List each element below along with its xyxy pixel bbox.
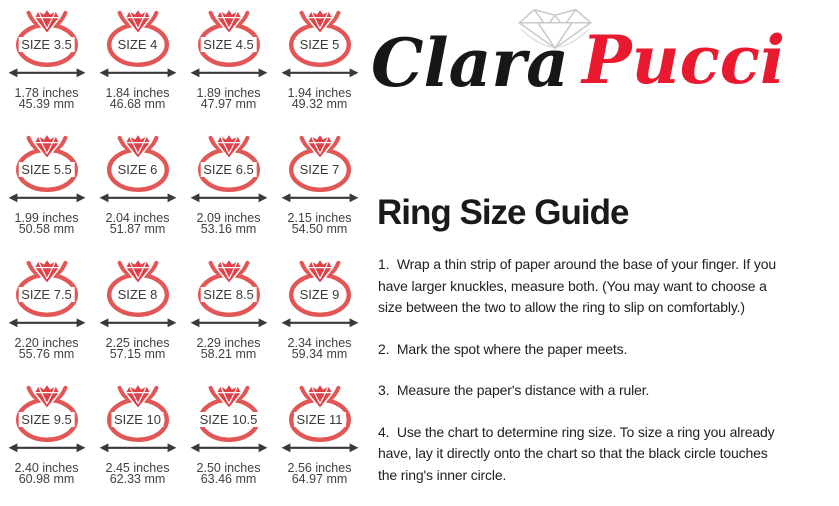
ring-size-cell <box>183 380 274 505</box>
ring-measurements <box>106 213 170 235</box>
circumference-mm: 59.34 mm <box>291 347 348 361</box>
ring-diagram <box>98 132 178 206</box>
ring-diagram <box>189 382 269 456</box>
ring-size-cell <box>92 380 183 505</box>
ring-size-label: SIZE 7 <box>297 162 343 177</box>
circumference-mm: 54.50 mm <box>291 222 348 236</box>
circumference-inches: 2.45 inches <box>105 461 170 475</box>
ring-size-chart <box>1 5 365 505</box>
circumference-mm: 62.33 mm <box>109 472 166 486</box>
ring-measurements <box>288 338 352 360</box>
ring-diagram <box>280 257 360 331</box>
circumference-inches: 2.25 inches <box>105 336 170 350</box>
ring-size-cell <box>274 130 365 255</box>
ring-size-label: SIZE 6.5 <box>200 162 257 177</box>
circumference-mm: 46.68 mm <box>109 97 166 111</box>
ring-size-label: SIZE 10 <box>111 412 164 427</box>
ring-measurements <box>15 338 79 360</box>
brand-name-pucci: Pucci <box>582 21 786 99</box>
ring-diagram <box>280 382 360 456</box>
ring-measurements <box>197 213 261 235</box>
brand-name-clara: Clara <box>371 24 569 102</box>
ring-measurements <box>288 213 352 235</box>
circumference-mm: 60.98 mm <box>18 472 75 486</box>
ring-diagram <box>98 257 178 331</box>
circumference-inches: 2.56 inches <box>287 461 352 475</box>
circumference-inches: 1.84 inches <box>105 86 170 100</box>
ring-measurements <box>106 338 170 360</box>
instruction-step-3 <box>378 380 776 402</box>
circumference-mm: 57.15 mm <box>109 347 166 361</box>
instruction-step-2 <box>378 339 776 361</box>
instruction-line: 3. Measure the paper's distance with a ruler. <box>378 382 650 398</box>
ring-measurements <box>15 88 79 110</box>
ring-measurements <box>288 88 352 110</box>
circumference-mm: 51.87 mm <box>109 222 166 236</box>
instruction-line: the ring's inner circle. <box>378 466 507 483</box>
ring-size-cell <box>92 130 183 255</box>
page-title: Ring Size Guide <box>377 193 629 232</box>
ring-measurements <box>15 213 79 235</box>
ring-measurements <box>197 338 261 360</box>
ring-size-label: SIZE 10.5 <box>197 412 261 427</box>
instruction-line: size between the two to allow the ring to slip on comfortably.) <box>378 299 745 315</box>
instruction-step-1 <box>378 254 776 319</box>
ring-measurements <box>197 463 261 485</box>
ring-measurements <box>15 463 79 485</box>
circumference-inches: 2.15 inches <box>287 211 352 225</box>
circumference-mm: 45.39 mm <box>18 97 75 111</box>
ring-diagram <box>280 7 360 81</box>
ring-size-cell <box>183 255 274 380</box>
ring-size-label: SIZE 9 <box>297 287 343 302</box>
ring-measurements <box>288 463 352 485</box>
instruction-line: have, lay it directly onto the chart so that the black circle touches <box>378 445 768 461</box>
ring-size-label: SIZE 4.5 <box>200 37 257 52</box>
instruction-list <box>378 254 776 506</box>
ring-size-label: SIZE 8.5 <box>200 287 257 302</box>
circumference-inches: 2.29 inches <box>196 336 261 350</box>
ring-size-cell <box>92 5 183 130</box>
ring-size-label: SIZE 5 <box>297 37 343 52</box>
circumference-mm: 49.32 mm <box>291 97 348 111</box>
circumference-inches: 2.34 inches <box>287 336 352 350</box>
ring-measurements <box>197 88 261 110</box>
circumference-inches: 2.20 inches <box>14 336 79 350</box>
ring-diagram <box>189 257 269 331</box>
circumference-mm: 53.16 mm <box>200 222 257 236</box>
ring-diagram <box>189 7 269 81</box>
instruction-step-4 <box>378 422 776 487</box>
circumference-inches: 1.94 inches <box>287 86 352 100</box>
circumference-mm: 63.46 mm <box>200 472 257 486</box>
ring-size-cell <box>1 255 92 380</box>
ring-size-label: SIZE 4 <box>115 37 161 52</box>
ring-size-label: SIZE 9.5 <box>18 412 75 427</box>
ring-diagram <box>7 382 87 456</box>
ring-size-label: SIZE 3.5 <box>18 37 75 52</box>
ring-size-cell <box>274 255 365 380</box>
ring-size-cell <box>1 130 92 255</box>
ring-size-cell <box>274 380 365 505</box>
ring-size-cell <box>1 380 92 505</box>
circumference-inches: 2.09 inches <box>196 211 261 225</box>
circumference-mm: 64.97 mm <box>291 472 348 486</box>
ring-diagram <box>7 257 87 331</box>
ring-diagram <box>7 7 87 81</box>
ring-measurements <box>106 463 170 485</box>
instruction-line: 4. Use the chart to determine ring size. To size a ring you already <box>378 423 775 440</box>
circumference-mm: 50.58 mm <box>18 222 75 236</box>
ring-diagram <box>7 132 87 206</box>
ring-size-label: SIZE 5.5 <box>18 162 75 177</box>
circumference-inches: 2.40 inches <box>14 461 79 475</box>
ring-size-label: SIZE 11 <box>293 412 345 427</box>
ring-size-label: SIZE 7.5 <box>18 287 75 302</box>
ring-diagram <box>189 132 269 206</box>
ring-size-label: SIZE 8 <box>115 287 161 302</box>
ring-size-cell <box>92 255 183 380</box>
circumference-inches: 2.50 inches <box>196 461 261 475</box>
circumference-mm: 58.21 mm <box>200 347 257 361</box>
ring-size-label: SIZE 6 <box>115 162 161 177</box>
circumference-mm: 47.97 mm <box>200 97 257 111</box>
instruction-line: 2. Mark the spot where the paper meets. <box>378 340 628 357</box>
circumference-mm: 55.76 mm <box>18 347 75 361</box>
ring-size-cell <box>183 130 274 255</box>
ring-diagram <box>280 132 360 206</box>
instruction-line: have larger knuckles, measure both. (You may want to choose a <box>378 277 767 294</box>
ring-diagram <box>98 382 178 456</box>
ring-size-cell <box>274 5 365 130</box>
ring-size-cell <box>1 5 92 130</box>
ring-diagram <box>98 7 178 81</box>
ring-measurements <box>106 88 170 110</box>
ring-size-cell <box>183 5 274 130</box>
circumference-inches: 1.78 inches <box>14 86 79 100</box>
circumference-inches: 1.89 inches <box>196 86 261 100</box>
instruction-line: 1. Wrap a thin strip of paper around the base of your finger. If you <box>378 256 776 272</box>
circumference-inches: 1.99 inches <box>14 211 79 225</box>
circumference-inches: 2.04 inches <box>105 211 170 225</box>
